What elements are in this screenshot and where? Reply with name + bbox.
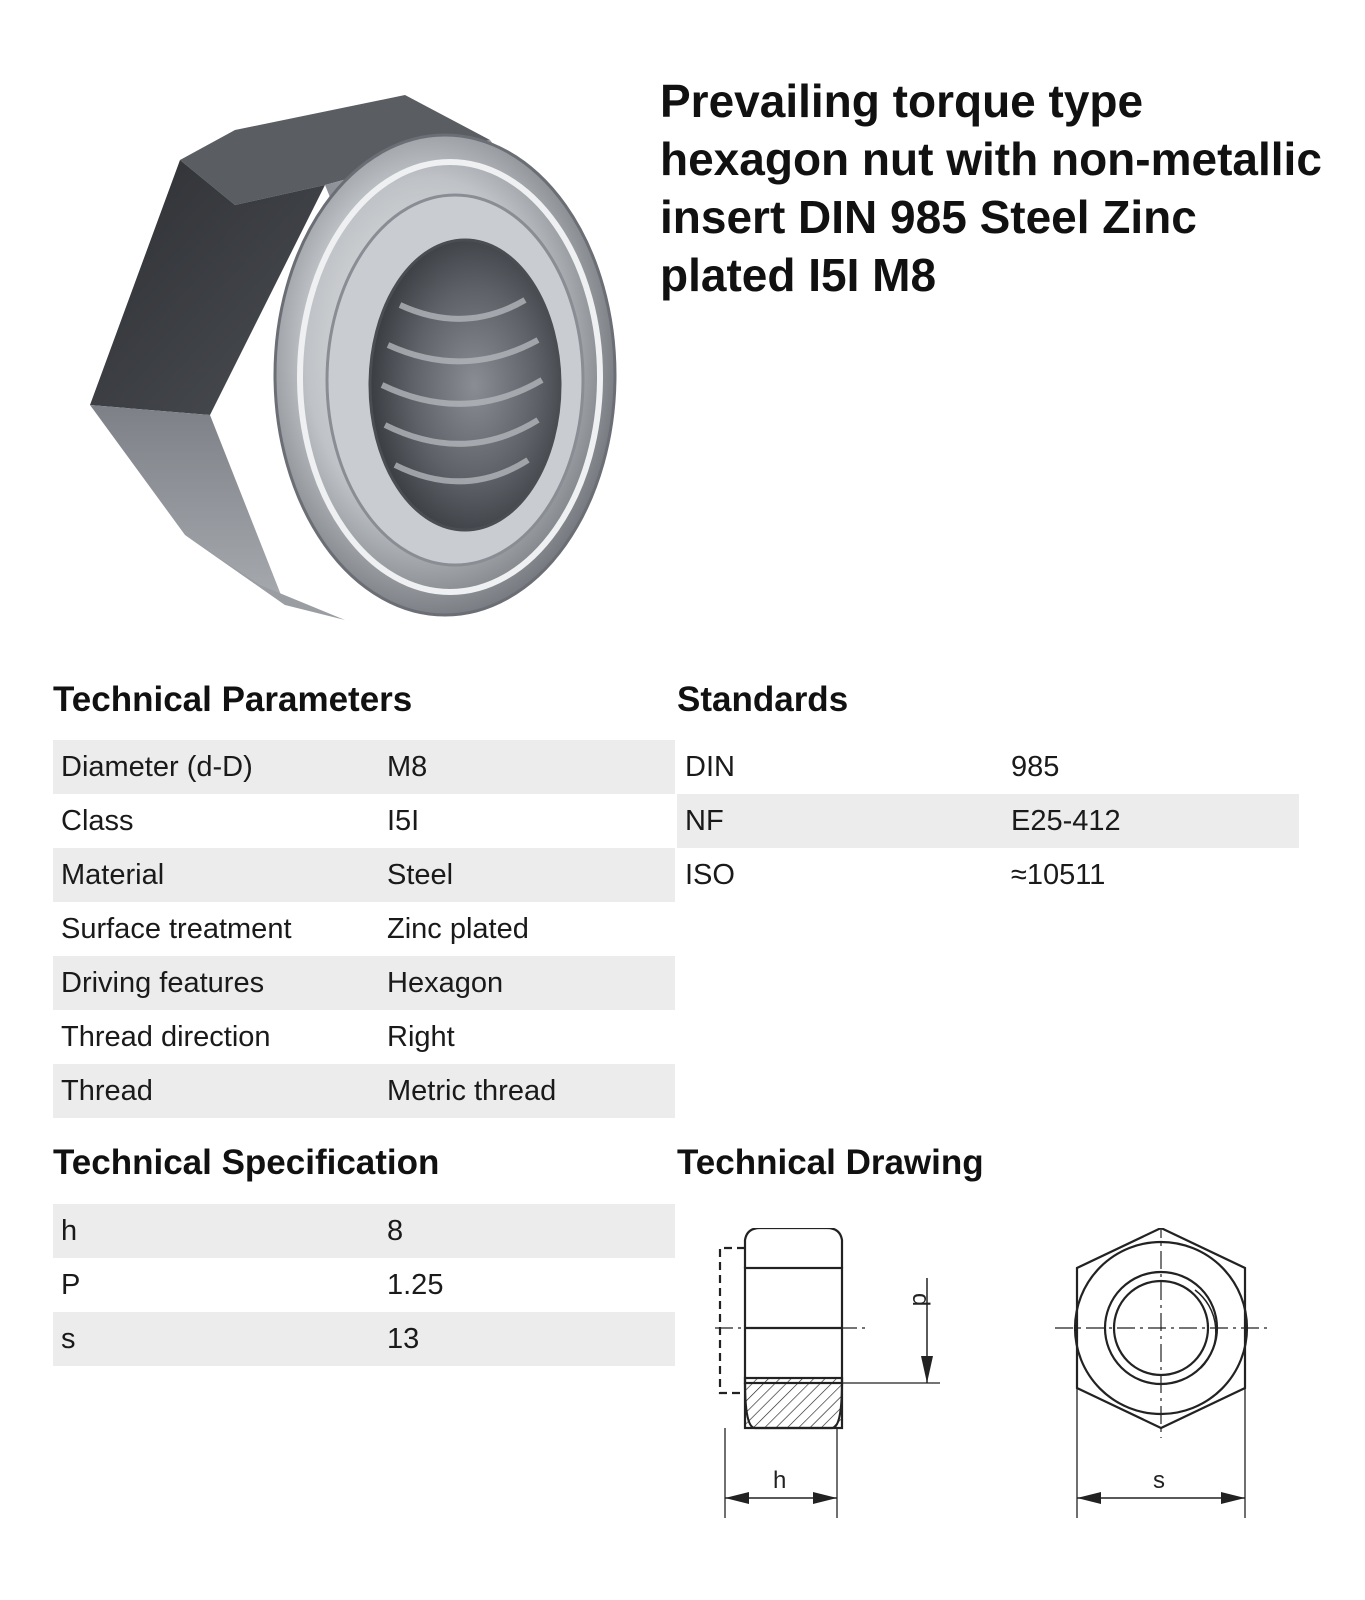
spec-label: P — [61, 1268, 81, 1301]
table-row — [53, 902, 675, 956]
table-row — [53, 956, 675, 1010]
spec-label: h — [53, 1204, 379, 1258]
param-value: Metric thread — [379, 1064, 675, 1118]
dimension-s-label: s — [1153, 1467, 1165, 1494]
standard-label: ISO — [685, 858, 735, 891]
table-row — [53, 794, 675, 848]
dimension-h-label: h — [773, 1467, 787, 1494]
table-row — [53, 848, 675, 902]
param-label: Thread direction — [61, 1020, 271, 1053]
standard-label: DIN — [685, 750, 735, 783]
side-view — [715, 1228, 940, 1518]
product-title: Prevailing torque type hexagon nut with non-metallic insert DIN 985 Steel Zinc plated I5I M8 — [660, 75, 1322, 301]
param-value: Hexagon — [379, 956, 675, 1010]
spec-value: 8 — [379, 1204, 675, 1258]
technical-parameters-heading: Technical Parameters — [53, 680, 413, 719]
param-label: Diameter (d-D) — [53, 740, 379, 794]
table-row — [677, 794, 1299, 848]
technical-drawing — [715, 1228, 1315, 1548]
standard-label: NF — [677, 794, 1003, 848]
standards-table — [677, 740, 1299, 902]
technical-specification-heading: Technical Specification — [53, 1143, 440, 1182]
table-row — [53, 1312, 675, 1366]
standard-value: 985 — [1011, 750, 1060, 783]
dimension-d-label: d — [907, 1293, 934, 1307]
param-label: Material — [53, 848, 379, 902]
table-row — [53, 1010, 675, 1064]
param-value: I5I — [387, 804, 420, 837]
spec-value: 13 — [379, 1312, 675, 1366]
param-label: Driving features — [53, 956, 379, 1010]
table-row — [677, 740, 1299, 794]
hex-nut-product-image — [70, 85, 650, 645]
table-row — [53, 1204, 675, 1258]
param-label: Surface treatment — [61, 912, 292, 945]
spec-value: 1.25 — [387, 1268, 444, 1301]
param-value: M8 — [379, 740, 675, 794]
standard-value: E25-412 — [1003, 794, 1299, 848]
standards-heading: Standards — [677, 680, 849, 719]
param-value: Zinc plated — [387, 912, 529, 945]
table-row — [677, 848, 1299, 902]
standard-value: ≈10511 — [1011, 858, 1106, 891]
spec-label: s — [53, 1312, 379, 1366]
technical-drawing-heading: Technical Drawing — [677, 1143, 984, 1182]
technical-specification-table — [53, 1204, 675, 1366]
param-label: Class — [61, 804, 134, 837]
table-row — [53, 1064, 675, 1118]
table-row — [53, 740, 675, 794]
param-value: Steel — [379, 848, 675, 902]
technical-parameters-table — [53, 740, 675, 1118]
param-label: Thread — [53, 1064, 379, 1118]
param-value: Right — [387, 1020, 455, 1053]
table-row — [53, 1258, 675, 1312]
